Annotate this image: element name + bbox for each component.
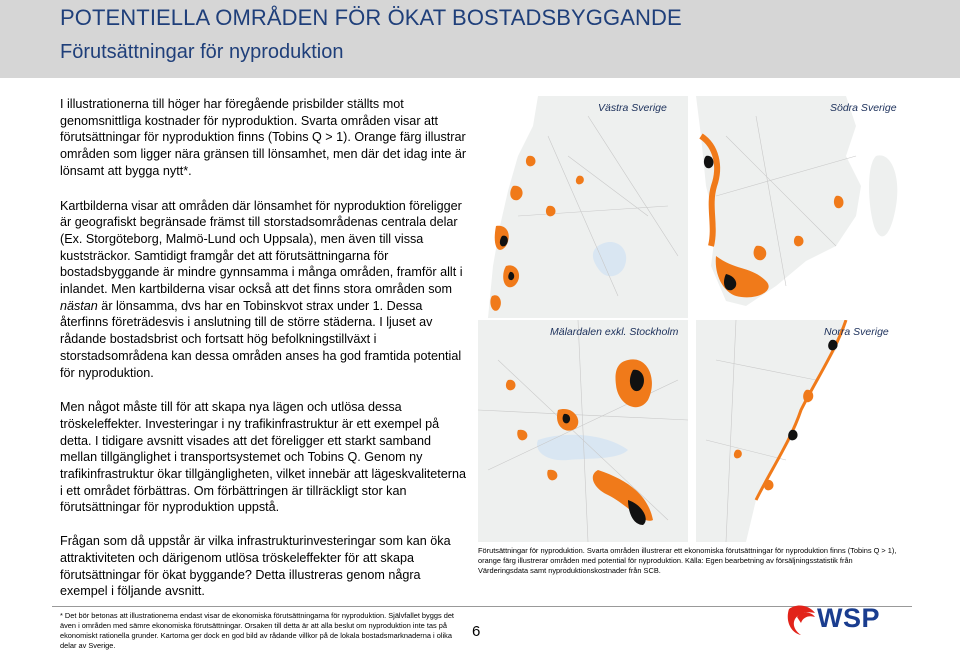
map-south-graphic (696, 96, 906, 318)
map-north-graphic (696, 320, 906, 542)
map-grid (478, 96, 906, 542)
map-west-graphic (478, 96, 688, 318)
paragraph-maps-part2: är lönsamma, dvs har en Tobinskvot strax under 1. Dessa återfinns företrädesvis i anslutning till de större städerna. I ljuset av rådande bostadsbrist och fortsatt hög befolkningstillväxt i storstadsområdena kan dessa områden anses ha god framtida potential för nyproduktion. (60, 298, 462, 380)
map-south-sweden (696, 96, 906, 318)
map-label-malardalen: Mälardalen exkl. Stockholm (550, 326, 679, 338)
paragraph-maps-italic: nästan (60, 298, 98, 313)
title-band (0, 0, 960, 78)
map-malardalen-graphic (478, 320, 688, 542)
wsp-logo-mark-icon (787, 603, 817, 637)
map-malardalen (478, 320, 688, 542)
body-text (60, 96, 470, 600)
page-number: 6 (472, 623, 481, 640)
paragraph-intro: I illustrationerna till höger har föregående prisbilder ställts mot genomsnittliga kostnader för nyproduktion. Svarta områden visar att förutsättningar för nyproduktion finns (Tobins Q > 1). Orange färg illustrar områden som ligger nära gränsen till lönsamhet, men där det idag inte är lönsamt att bygga nytt*. (60, 97, 467, 178)
page-title: POTENTIELLA OMRÅDEN FÖR ÖKAT BOSTADSBYGGANDE (60, 5, 682, 30)
map-label-north: Norra Sverige (824, 326, 889, 338)
paragraph-maps (60, 198, 470, 382)
page-subtitle: Förutsättningar för nyproduktion (60, 41, 344, 63)
paragraph-maps-part1: Kartbilderna visar att områden där lönsamhet för nyproduktion föreligger är geografiskt begränsade främst till storstadsområdenas centrala delar (Ex. Storgöteborg, Malmö-Lund och Uppsala), men även till vissa kuststräckor. Samtidigt framgår det att förutsättningarna för bostadsbyggande är mindre gynnsamma i många områden, framför allt i inlandet. Men kartbilderna visar också att det finns stora områden som (60, 198, 463, 297)
footnote: * Det bör betonas att illustrationerna endast visar de ekonomiska förutsättningarna för nyproduktion. Självfallet byggs det även i områden med sämre ekonomiska förutsättningar. Orsaken till detta är att alla beslut om nyproduktion inte tas på ekonomiskt rationella grunder. Kartorna ger dock en god bild av rådande villkor på de lokala bostadsmarknaderna i olika delar av Sverige. (60, 611, 454, 650)
map-west-sweden (478, 96, 688, 318)
paragraph-infrastructure: Men något måste till för att skapa nya lägen och utlösa dessa tröskeleffekter. Investeringar i ny trafikinfrastruktur är ett exempel på detta. I tidigare avsnitt visades att det föreligger ett starkt samband mellan tillgänglighet i transportsystemet och Tobins Q. Genom ny trafikinfrastruktur ökar tillgängligheten, vilket innebär att lägeskvaliteterna i ett området förbättras. Om förbättringen är tillräckligt stor kan förutsättningar för nyproduktion uppstå. (60, 400, 467, 515)
map-label-south: Södra Sverige (830, 102, 897, 114)
wsp-logo (787, 601, 887, 639)
map-label-west: Västra Sverige (598, 102, 667, 114)
wsp-logo-text: WSP (817, 603, 881, 633)
map-caption: Förutsättningar för nyproduktion. Svarta områden illustrerar ett ekonomiska förutsättningar för nyproduktion finns (Tobins Q > 1), orange färg illustrerar områden med potential för nyproduktion. Källa: Egen bearbetning av försäljningsstatistik från Värderingsdata samt nyproduktionskostnader från SCB. (478, 546, 897, 575)
paragraph-question: Frågan som då uppstår är vilka infrastrukturinvesteringar som kan öka attraktiviteten och därigenom utlösa tröskeleffekter för att skapa förutsättningar för ökat byggande? Detta illustreras genom några exempel i följande avsnitt. (60, 534, 451, 599)
map-north-sweden (696, 320, 906, 542)
footer-divider (52, 606, 912, 607)
